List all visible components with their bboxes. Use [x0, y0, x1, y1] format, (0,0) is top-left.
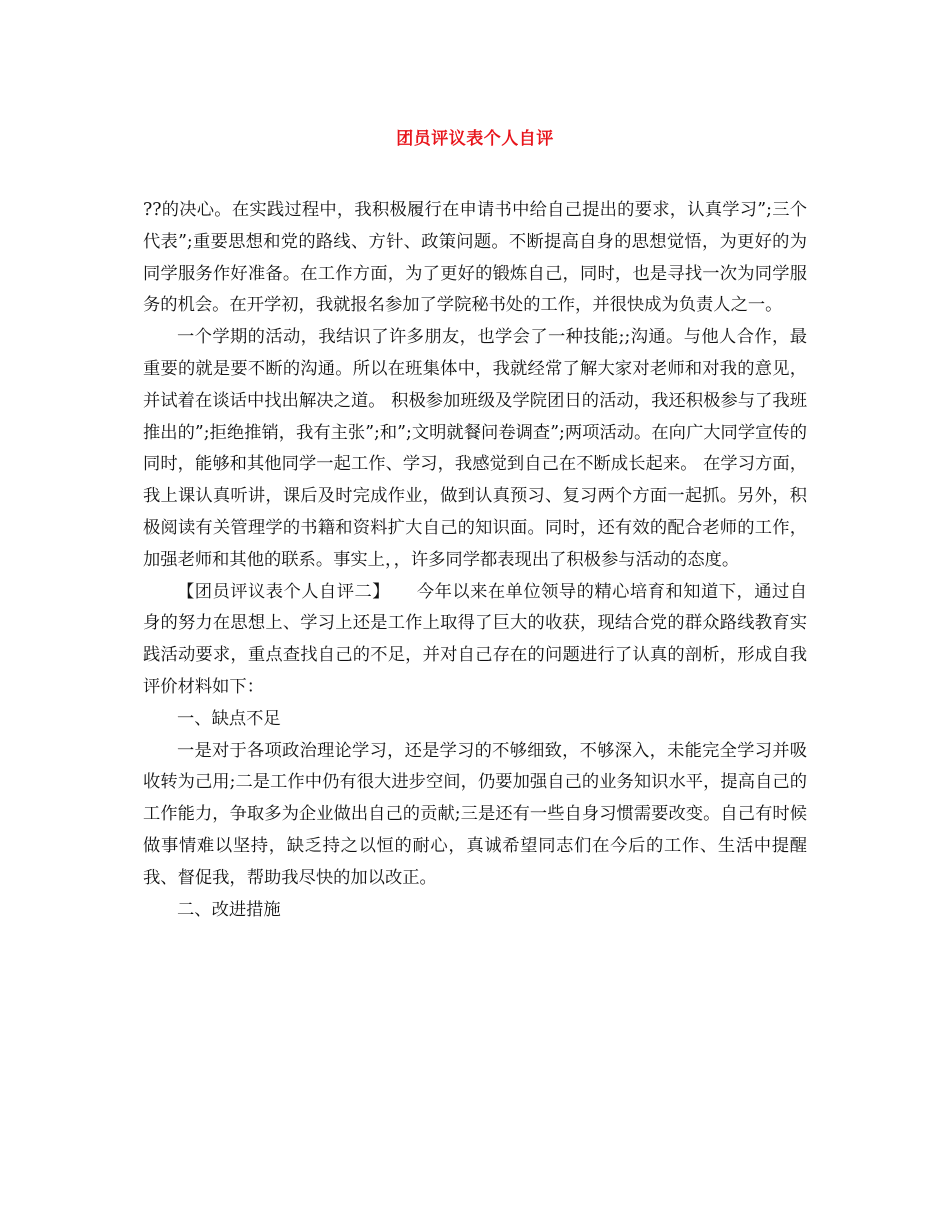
section-heading-shortcomings: 一、缺点不足	[177, 708, 281, 729]
document-body	[143, 195, 807, 926]
paragraph-2: 一个学期的活动，我结识了许多朋友，也学会了一种技能;;沟通。与他人合作，最重要的就是要不断的沟通。所以在班集体中，我就经常了解大家对老师和对我的意见，并试着在谈话中找出解决之道。 积极参加班级及学院团日的活动，我还积极参与了我班推出的”;拒绝推销，我有主张”;和”;文明就餐问卷调查”;两项活动。在向广大同学宣传的同时，能够和其他同学一起工作、学习，我感觉到自己在不断成长起来。 在学习方面，我上课认真听讲，课后及时完成作业，做到认真预习、复习两个方面一起抓。另外，积极阅读有关管理学的书籍和资料扩大自己的知识面。同时，还有效的配合老师的工作，加强老师和其他的联系。事实上，，许多同学都表现出了积极参与活动的态度。	[143, 327, 807, 570]
paragraph-3: 【团员评议表个人自评二】 今年以来在单位领导的精心培育和知道下，通过自身的努力在思想上、学习上还是工作上取得了巨大的收获，现结合党的群众路线教育实践活动要求，重点查找自己的不足，并对自己存在的问题进行了认真的剖析，形成自我评价材料如下：	[143, 581, 807, 697]
section-heading-improvements: 二、改进措施	[177, 899, 281, 920]
document-title: 团员评议表个人自评	[396, 129, 554, 149]
paragraph-1: ??的决心。在实践过程中，我积极履行在申请书中给自己提出的要求，认真学习”;三个代表”;重要思想和党的路线、方针、政策问题。不断提高自身的思想觉悟，为更好的为同学服务作好准备。在工作方面，为了更好的锻炼自己，同时，也是寻找一次为同学服务的机会。在开学初，我就报名参加了学院秘书处的工作，并很快成为负责人之一。	[143, 200, 807, 316]
paragraph-4: 一是对于各项政治理论学习，还是学习的不够细致，不够深入，未能完全学习并吸收转为己用;二是工作中仍有很大进步空间，仍要加强自己的业务知识水平，提高自己的工作能力，争取多为企业做出自己的贡献;三是还有一些自身习惯需要改变。自己有时候做事情难以坚持，缺乏持之以恒的耐心，真诚希望同志们在今后的工作、生活中提醒我、督促我，帮助我尽快的加以改正。	[143, 740, 807, 888]
